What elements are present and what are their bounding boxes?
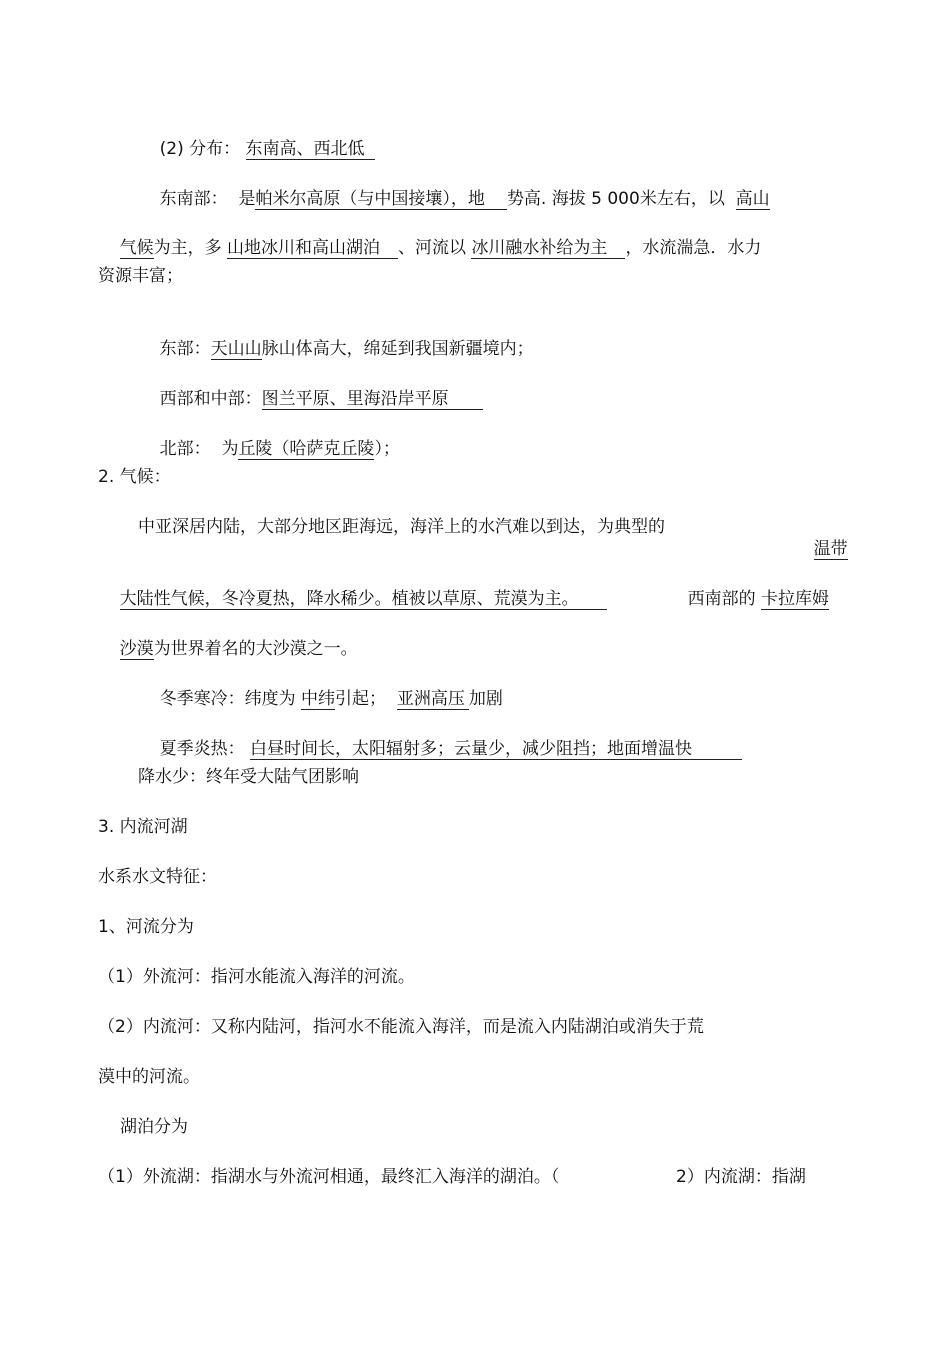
east-tianshan: 天山山 [210, 339, 262, 359]
climate-line-1: 中亚深居内陆，大部分地区距海远，海洋上的水汽难以到达，为典型的 [138, 517, 665, 537]
climate-southwest-label: 西南部的 [687, 589, 756, 609]
climate-heading: 2. 气候： [98, 467, 171, 487]
rain-line: 降水少：终年受大陆气团影响 [138, 767, 359, 787]
southeast-mainly: 为主，多 [153, 238, 222, 258]
southeast-line-3: 资源丰富； [98, 266, 183, 286]
southeast-is: 是 [238, 189, 256, 209]
southeast-rivers: 、河流以 [398, 238, 467, 258]
climate-temperate-word: 温带 [813, 539, 848, 559]
southeast-rapid: ，水流湍急．水力 [625, 238, 762, 258]
winter-midlat: 中纬 [301, 689, 336, 709]
summer-label: 夏季炎热： [159, 739, 245, 759]
winter-label: 冬季寒冷：纬度为 [159, 689, 296, 709]
north-line [138, 416, 400, 482]
southeast-meltwater: 冰川融水补给为主 [471, 238, 625, 259]
winter-intensify: 加剧 [468, 689, 503, 709]
winter-cause: 引起； [335, 689, 387, 709]
southeast-pamir: 帕米尔高原（与中国接壤），地 [255, 189, 507, 210]
climate-karakum: 卡拉库姆 [761, 589, 830, 609]
east-desc: 脉山体高大，绵延到我国新疆境内； [261, 339, 534, 359]
southeast-label: 东南部： [159, 189, 228, 209]
rivers-features: 水系水文特征： [98, 867, 217, 887]
climate-southwest [666, 566, 829, 632]
lakes-line-1: （1）外流湖：指湖水与外流河相通，最终汇入海洋的湖泊。（ [98, 1167, 560, 1187]
north-close: ）； [374, 439, 400, 459]
southeast-altitude: 势高. 海拔 5 000米左右，以 [506, 189, 725, 209]
north-label: 北部： [159, 439, 211, 459]
north-hills: 丘陵（哈萨克丘陵 [238, 439, 375, 459]
climate-vegetation: 植被以草原、荒漠为主。 [392, 589, 607, 610]
summer-causes: 白昼时间长，太阳辐射多；云量少，减少阻挡；地面增温快 [250, 739, 742, 760]
lakes-line-1-inflow: 2）内流湖：指湖 [676, 1167, 806, 1187]
rivers-inflow-line-1: （2）内流河：又称内陆河，指河水不能流入海洋，而是流入内陆湖泊或消失于荒 [98, 1017, 704, 1037]
southeast-climate-word: 气候 [119, 238, 154, 258]
southeast-alpine: 高山 [735, 189, 770, 209]
west-central-label: 西部和中部： [159, 389, 262, 409]
rivers-outflow: （1）外流河：指河水能流入海洋的河流。 [98, 967, 415, 987]
rivers-inflow-line-2: 漠中的河流。 [98, 1067, 200, 1087]
distribution-label: (2) 分布： [159, 139, 241, 159]
climate-desert-desc: 为世界着名的大沙漠之一。 [153, 639, 358, 659]
west-central-plains: 图兰平原、里海沿岸平原 [262, 389, 483, 410]
lakes-heading: 湖泊分为 [120, 1117, 188, 1137]
rivers-heading: 3. 内流河湖 [98, 817, 188, 837]
climate-continental: 大陆性气候，冬冷夏热，降水稀少。 [119, 589, 392, 609]
distribution-value: 东南高、西北低 [246, 139, 375, 160]
rivers-types-heading: 1、河流分为 [98, 917, 194, 937]
southeast-glaciers: 山地冰川和高山湖泊 [227, 238, 398, 259]
winter-high: 亚洲高压 [397, 689, 469, 710]
east-label: 东部： [159, 339, 211, 359]
climate-desert: 沙漠 [119, 639, 154, 659]
southeast-line-2 [98, 215, 761, 281]
north-is: 为 [221, 439, 239, 459]
